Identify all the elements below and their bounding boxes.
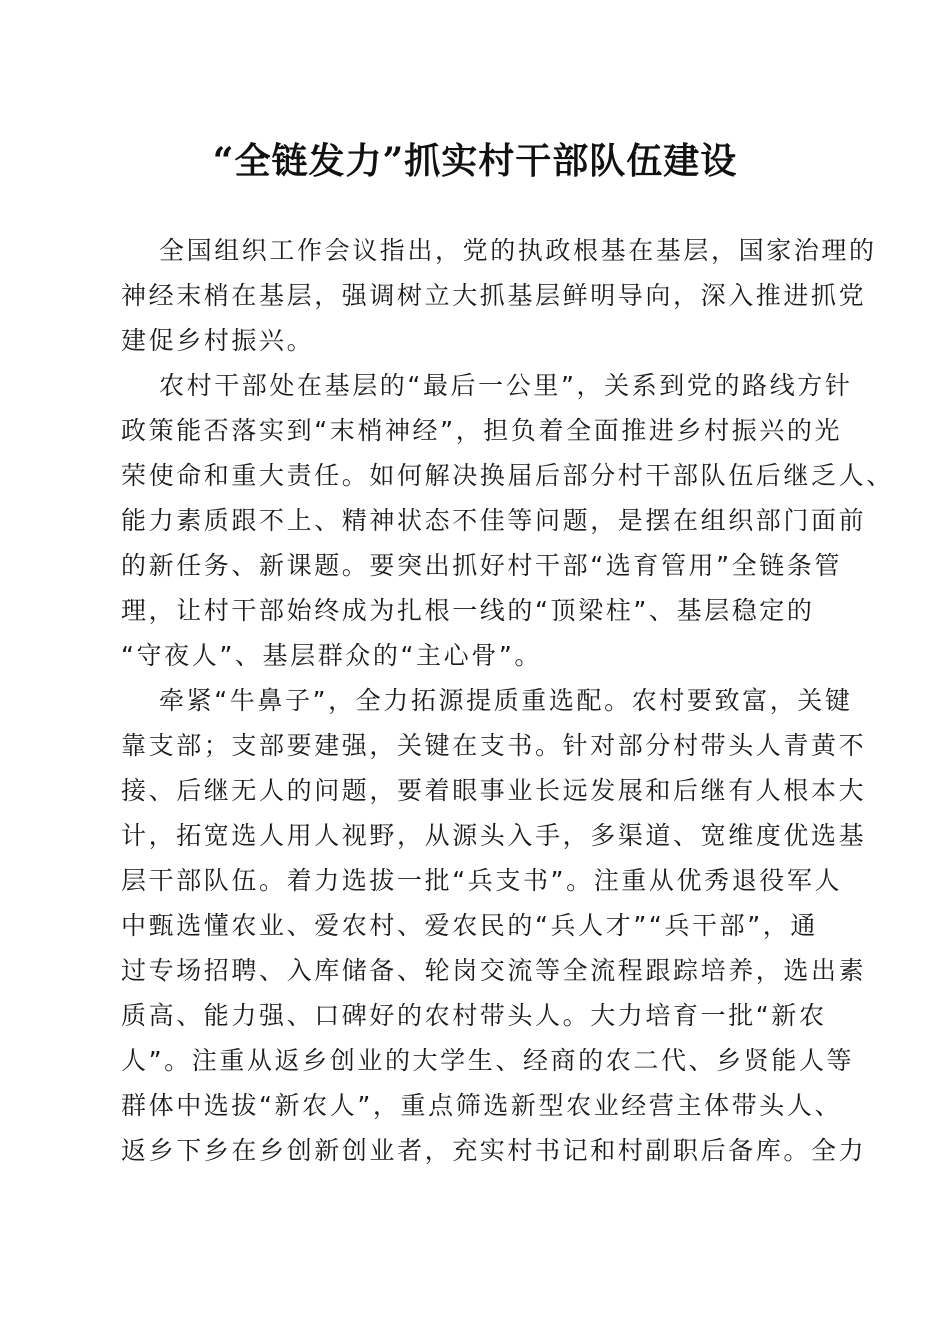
- paragraph-2: [121, 363, 894, 678]
- paragraph-line: 神经末梢在基层，强调树立大抓基层鲜明导向，深入推进抓党: [121, 281, 867, 310]
- document-body: [121, 228, 894, 1173]
- paragraph-line: 群体中选拔“新农人”，重点筛选新型农业经营主体带头人、: [121, 1091, 843, 1120]
- paragraph-line: 荣使命和重大责任。如何解决换届后部分村干部队伍后继乏人、: [121, 461, 894, 490]
- paragraph-1: [121, 228, 877, 363]
- paragraph-line: 过专场招聘、入库储备、轮岗交流等全流程跟踪培养，选出素: [121, 956, 867, 985]
- paragraph-line: 农村干部处在基层的“最后一公里”，关系到党的路线方针: [159, 371, 853, 400]
- paragraph-line: 政策能否落实到“末梢神经”，担负着全面推进乡村振兴的光: [121, 416, 843, 445]
- paragraph-line: 计，拓宽选人用人视野，从源头入手，多渠道、宽维度优选基: [121, 821, 867, 850]
- document-title: “全链发力”抓实村干部队伍建设: [212, 140, 738, 182]
- paragraph-line: 返乡下乡在乡创新创业者，充实村书记和村副职后备库。全力: [121, 1136, 867, 1165]
- paragraph-line: 理，让村干部始终成为扎根一线的“顶梁柱”、基层稳定的: [121, 596, 815, 625]
- paragraph-3: [121, 678, 867, 1173]
- paragraph-line: 靠支部；支部要建强，关键在支书。针对部分村带头人青黄不: [121, 731, 867, 760]
- paragraph-line: 能力素质跟不上、精神状态不佳等问题，是摆在组织部门面前: [121, 506, 867, 535]
- paragraph-line: 全国组织工作会议指出，党的执政根基在基层，国家治理的: [159, 236, 877, 265]
- paragraph-line: 接、后继无人的问题，要着眼事业长远发展和后继有人根本大: [121, 776, 867, 805]
- paragraph-line: 的新任务、新课题。要突出抓好村干部“选育管用”全链条管: [121, 551, 843, 580]
- paragraph-line: 建促乡村振兴。: [121, 326, 315, 355]
- paragraph-line: 质高、能力强、口碑好的农村带头人。大力培育一批“新农: [121, 1001, 827, 1030]
- paragraph-line: “守夜人”、基层群众的“主心骨”。: [121, 641, 543, 670]
- paragraph-line: 层干部队伍。着力选拔一批“兵支书”。注重从优秀退役军人: [121, 866, 843, 895]
- paragraph-line: 中甄选懂农业、爱农村、爱农民的“兵人才”“兵干部”，通: [121, 911, 819, 940]
- paragraph-line: 牵紧“牛鼻子”，全力拓源提质重选配。农村要致富，关键: [159, 686, 853, 715]
- paragraph-line: 人”。注重从返乡创业的大学生、经商的农二代、乡贤能人等: [121, 1046, 855, 1075]
